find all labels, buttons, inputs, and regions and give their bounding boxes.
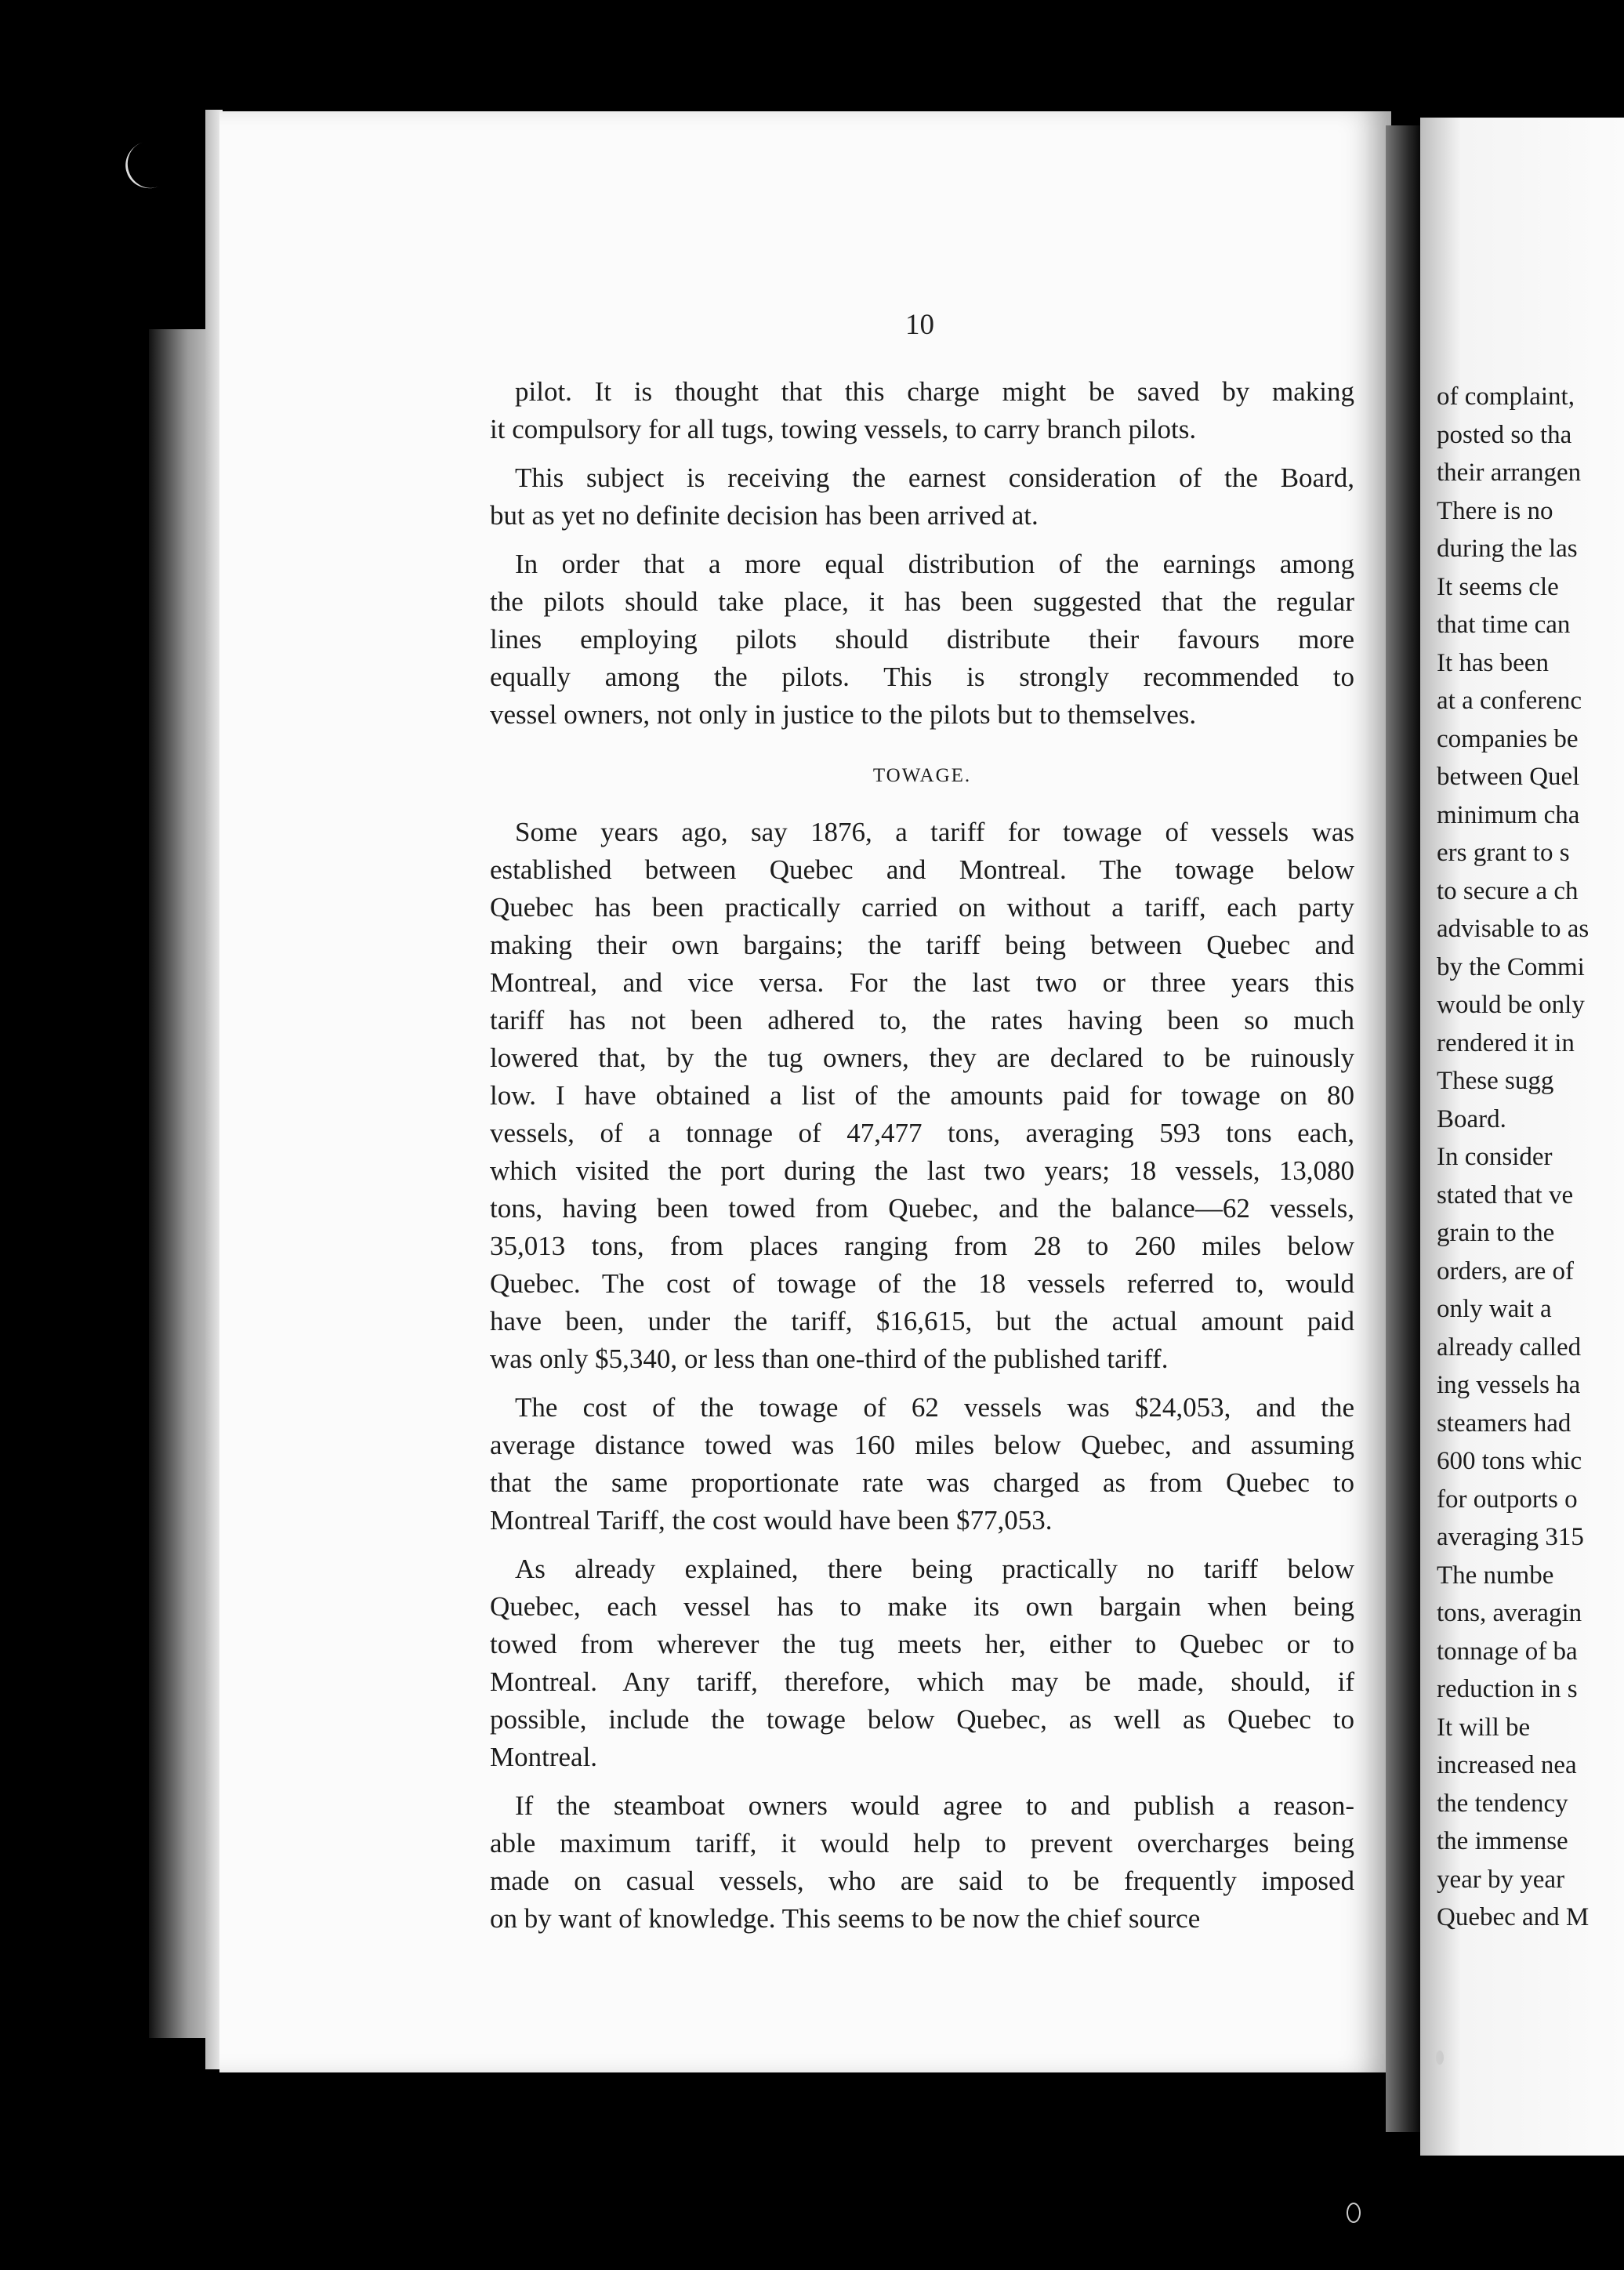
scan-artifact-mark [119,134,182,195]
text-line: tons, having been towed from Quebec, and the balance—62 vessels, [490,1193,1354,1224]
text-line: but as yet no definite decision has been arrived at. [490,500,1039,531]
right-page-line: year by year [1437,1865,1565,1894]
right-page-line: increased nea [1437,1751,1577,1779]
paragraph-gap [490,1776,1354,1787]
text-line: able maximum tariff, it would help to prevent overcharges being [490,1828,1354,1858]
right-page-line: steamers had [1437,1409,1571,1438]
text-line: Montreal. [490,1742,598,1772]
right-page-line: tonnage of ba [1437,1637,1578,1666]
right-page-line: It will be [1437,1713,1531,1742]
text-line: vessels, of a tonnage of 47,477 tons, averaging 593 tons each, [490,1118,1354,1148]
text-line: vessel owners, not only in justice to the pilots but to themselves. [490,699,1197,730]
paragraphs-after-heading [490,814,1354,1938]
text-line: Quebec. The cost of towage of the 18 vessels referred to, would [490,1268,1354,1299]
text-line: Montreal Tariff, the cost would have been $77,053. [490,1505,1053,1536]
right-page-line: These sugg [1437,1067,1554,1095]
text-line: Quebec has been practically carried on without a tariff, each party [490,892,1354,923]
right-page-line: between Quel [1437,763,1580,791]
text-line: equally among the pilots. This is strongly recommended to [490,662,1354,692]
right-page-line: minimum cha [1437,800,1580,829]
right-page-line: of complaint, [1437,383,1575,411]
text-line: The cost of the towage of 62 vessels was $24,053, and the [515,1392,1354,1423]
right-page-line: It seems cle [1437,572,1559,601]
right-page-line: to secure a ch [1437,876,1579,905]
right-page-line: stated that ve [1437,1180,1574,1209]
right-page-line: companies be [1437,724,1579,753]
scan-artifact-mark-bottom [1347,2203,1361,2223]
text-line: In order that a more equal distribution of the earnings among [515,549,1354,579]
text-line: established between Quebec and Montreal. The towage below [490,854,1354,885]
right-page-line: The numbe [1437,1561,1554,1590]
paragraph-gap [490,535,1354,546]
right-page-line: the tendency [1437,1789,1568,1818]
right-page-line: averaging 315 [1437,1523,1584,1551]
text-line: As already explained, there being practically no tariff below [515,1554,1354,1584]
body-text [490,373,1354,1938]
right-page-line: already called [1437,1333,1582,1362]
page-number: 10 [905,309,934,341]
right-page-line: their arrangen [1437,459,1582,487]
right-page-line: tons, averagin [1437,1599,1582,1627]
section-heading: TOWAGE. [872,765,972,786]
text-line: Montreal. Any tariff, therefore, which may be made, should, if [490,1666,1354,1697]
text-line: Montreal, and vice versa. For the last two or three years this [490,967,1354,998]
right-page-line: would be only [1437,991,1585,1019]
text-line: pilot. It is thought that this charge might be saved by making [515,376,1354,407]
right-page-line: for outports o [1437,1485,1578,1514]
paragraphs-before-heading [490,373,1354,734]
right-page-line: the immense [1437,1827,1568,1855]
right-page-line: ing vessels ha [1437,1371,1581,1399]
right-page-line: Board. [1437,1104,1506,1133]
right-page-line: Quebec and M [1437,1903,1590,1931]
text-line: possible, include the towage below Quebec, as well as Quebec to [490,1704,1354,1735]
text-line: Quebec, each vessel has to make its own bargain when being [490,1591,1354,1622]
right-page-line: It has been [1437,648,1549,677]
right-page-line: reduction in s [1437,1675,1578,1703]
text-line: This subject is receiving the earnest consideration of the Board, [515,462,1354,493]
text-line: low. I have obtained a list of the amounts paid for towage on 80 [490,1080,1354,1111]
text-line: have been, under the tariff, $16,615, but the actual amount paid [490,1306,1354,1336]
text-line: If the steamboat owners would agree to and publish a reason- [515,1790,1354,1821]
right-page-line: at a conferenc [1437,687,1582,715]
right-page-line: that time can [1437,611,1571,639]
text-line: that the same proportionate rate was charged as from Quebec to [490,1467,1354,1498]
right-page-line: posted so tha [1437,420,1572,449]
text-line: making their own bargains; the tariff being between Quebec and [490,930,1354,960]
text-line: average distance towed was 160 miles below Quebec, and assuming [490,1430,1354,1460]
text-line: on by want of knowledge. This seems to be now the chief source [490,1903,1201,1934]
text-line: Some years ago, say 1876, a tariff for towage of vessels was [515,817,1354,847]
book-spine [1386,125,1423,2132]
right-page-line: orders, are of [1437,1256,1574,1285]
paragraph-gap [490,448,1354,459]
scan-artifact-dot [1436,2051,1444,2065]
right-page-line: grain to the [1437,1219,1555,1247]
text-line: it compulsory for all tugs, towing vessels, to carry branch pilots. [490,414,1197,444]
text-line: the pilots should take place, it has been suggested that the regular [490,586,1354,617]
text-line: 35,013 tons, from places ranging from 28 to 260 miles below [490,1231,1354,1261]
right-page-line: by the Commi [1437,952,1585,981]
right-page-line: during the las [1437,535,1578,563]
paragraph-gap [490,1378,1354,1389]
text-line: was only $5,340, or less than one-third of the published tariff. [490,1344,1169,1374]
right-page-line: rendered it in [1437,1028,1575,1057]
right-page-line: There is no [1437,496,1553,525]
right-page-line: only wait a [1437,1295,1552,1323]
text-line: lines employing pilots should distribute their favours more [490,624,1354,655]
text-line: lowered that, by the tug owners, they are declared to be ruinously [490,1043,1354,1073]
right-page-line: 600 tons whic [1437,1447,1582,1475]
right-page-line: advisable to as [1437,915,1590,943]
right-page-line: ers grant to s [1437,839,1570,867]
text-line: made on casual vessels, who are said to be frequently imposed [490,1866,1354,1896]
right-page-text [1437,378,1624,1937]
text-line: towed from wherever the tug meets her, either to Quebec or to [490,1629,1354,1659]
text-line: which visited the port during the last two years; 18 vessels, 13,080 [490,1155,1354,1186]
paragraph-gap [490,1539,1354,1550]
right-page-line: In consider [1437,1143,1553,1171]
text-line: tariff has not been adhered to, the rates having been so much [490,1005,1354,1035]
